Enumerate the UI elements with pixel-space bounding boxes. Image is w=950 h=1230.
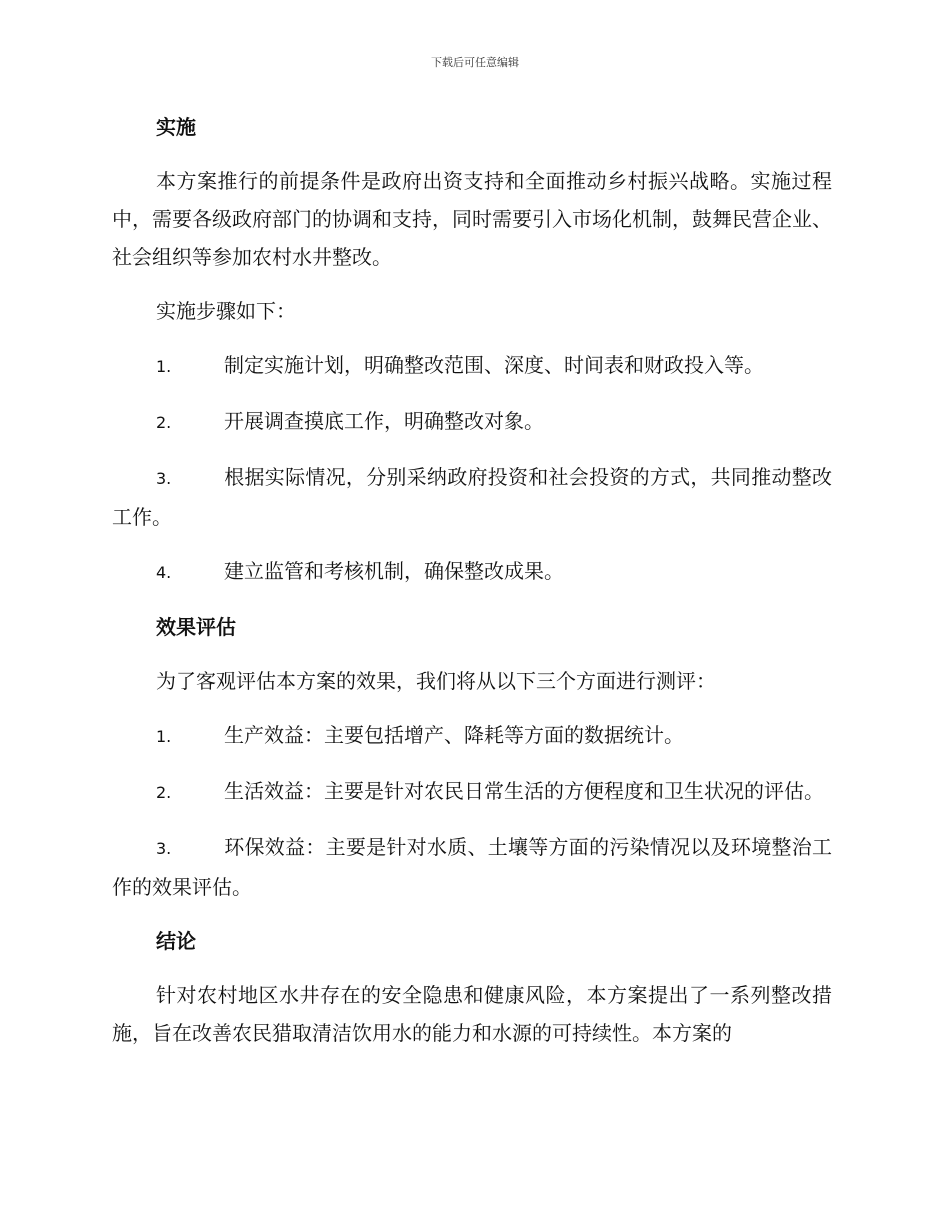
paragraph: 本方案推行的前提条件是政府出资支持和全面推动乡村振兴战略。实施过程中，需要各级政府部门的协调和支持，同时需要引入市场化机制，鼓舞民营企业、社会组织等参加农村水井整改。 (112, 169, 832, 269)
list-item (112, 552, 832, 592)
list-number: 2. (156, 783, 172, 802)
list-number: 4. (156, 563, 172, 582)
section-heading-implementation: 实施 (156, 115, 196, 139)
section-heading-evaluation: 效果评估 (156, 615, 236, 639)
list-number: 3. (156, 839, 172, 858)
list-number: 3. (156, 469, 172, 488)
list-item (112, 716, 832, 756)
list-text: 开展调查摸底工作，明确整改对象。 (224, 409, 544, 433)
paragraph: 针对农村地区水井存在的安全隐患和健康风险，本方案提出了一系列整改措施，旨在改善农民猎取清洁饮用水的能力和水源的可持续性。本方案的 (112, 983, 832, 1045)
section-heading-conclusion: 结论 (156, 929, 196, 953)
list-text: 生产效益：主要包括增产、降耗等方面的数据统计。 (224, 723, 684, 747)
list-text: 根据实际情况，分别采纳政府投资和社会投资的方式，共同推动整改工作。 (112, 465, 832, 529)
document-body (112, 108, 832, 1068)
list-text: 环保效益：主要是针对水质、土壤等方面的污染情况以及环境整治工作的效果评估。 (112, 835, 832, 899)
list-item (112, 772, 832, 812)
paragraph: 为了客观评估本方案的效果，我们将从以下三个方面进行测评： (156, 669, 716, 693)
list-item (112, 346, 832, 386)
list-text: 制定实施计划，明确整改范围、深度、时间表和财政投入等。 (224, 353, 764, 377)
paragraph: 实施步骤如下： (156, 299, 296, 323)
list-item (112, 458, 832, 536)
page-header: 下载后可任意编辑 (431, 56, 519, 69)
list-item (112, 828, 832, 906)
list-text: 生活效益：主要是针对农民日常生活的方便程度和卫生状况的评估。 (224, 779, 824, 803)
list-number: 2. (156, 413, 172, 432)
list-item (112, 402, 832, 442)
list-number: 1. (156, 727, 172, 746)
list-number: 1. (156, 357, 172, 376)
list-text: 建立监管和考核机制，确保整改成果。 (224, 559, 564, 583)
